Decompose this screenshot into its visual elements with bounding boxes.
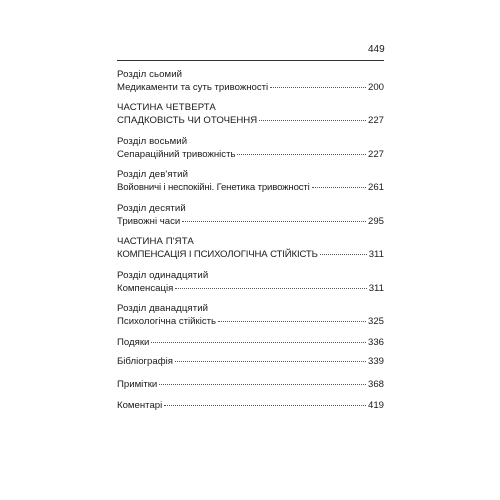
toc-title: Медикаменти та суть тривожності <box>117 82 269 93</box>
toc-title: Сепараційний тривожність <box>117 149 236 160</box>
dot-leader <box>237 154 366 155</box>
dot-leader <box>320 254 367 255</box>
dot-leader <box>270 87 366 88</box>
toc-page-ref: 227 <box>367 149 384 160</box>
toc-title: Коментарі <box>117 400 163 411</box>
toc-heading: Розділ восьмий <box>117 136 188 147</box>
toc-heading-line <box>117 302 384 315</box>
toc-title-line[interactable] <box>117 378 384 391</box>
toc-heading: ЧАСТИНА ЧЕТВЕРТА <box>117 102 216 113</box>
toc-title-line[interactable] <box>117 336 384 349</box>
toc-page-ref: 336 <box>367 337 384 348</box>
toc-title: Компенсація <box>117 283 174 294</box>
toc-entry-chapter-8 <box>117 135 384 161</box>
toc-title: Тривожні часи <box>117 216 181 227</box>
toc-page-ref: 368 <box>367 379 384 390</box>
toc-heading-line <box>117 68 384 81</box>
page-number: 449 <box>368 44 385 55</box>
toc-title-line[interactable] <box>117 148 384 161</box>
toc-title-line[interactable] <box>117 181 384 194</box>
toc-entry-chapter-10 <box>117 202 384 228</box>
toc-entry-part-5 <box>117 235 384 261</box>
toc-page-ref: 261 <box>367 182 384 193</box>
toc-heading: Розділ сьомий <box>117 69 183 80</box>
toc-entry-chapter-12 <box>117 302 384 328</box>
toc-heading: Розділ десятий <box>117 203 186 214</box>
dot-leader <box>159 384 366 385</box>
toc-title-line[interactable] <box>117 282 384 295</box>
toc-heading-line <box>117 202 384 215</box>
toc-heading: Розділ одинадцятий <box>117 270 209 281</box>
toc-heading-line <box>117 269 384 282</box>
toc-title-line[interactable] <box>117 355 384 368</box>
toc-entry-chapter-9 <box>117 168 384 194</box>
toc-heading-line <box>117 135 384 148</box>
dot-leader <box>312 187 366 188</box>
toc-title: Подяки <box>117 337 150 348</box>
toc-title: СПАДКОВІСТЬ ЧИ ОТОЧЕННЯ <box>117 115 258 126</box>
dot-leader <box>164 405 366 406</box>
toc-heading: ЧАСТИНА П'ЯТА <box>117 236 194 247</box>
toc-title-line[interactable] <box>117 248 384 261</box>
toc-entry-notes <box>117 378 384 391</box>
header-rule <box>117 60 384 61</box>
toc-title: КОМПЕНСАЦІЯ І ПСИХОЛОГІЧНА СТІЙКІСТЬ <box>117 249 318 260</box>
dot-leader <box>218 321 366 322</box>
toc-page-ref: 339 <box>367 356 384 367</box>
dot-leader <box>175 288 366 289</box>
toc-entry-acknowledgements <box>117 336 384 349</box>
toc-title: Психологічна стійкість <box>117 316 217 327</box>
dot-leader <box>259 120 366 121</box>
toc-page-ref: 311 <box>368 249 384 260</box>
dot-leader <box>175 361 366 362</box>
toc-entry-comments <box>117 399 384 412</box>
toc-entry-chapter-11 <box>117 269 384 295</box>
toc-page-ref: 311 <box>368 283 384 294</box>
toc-title-line[interactable] <box>117 315 384 328</box>
toc-heading-line <box>117 235 384 248</box>
toc-entry-chapter-7 <box>117 68 384 94</box>
toc-title: Бібліографія <box>117 356 173 367</box>
toc-heading: Розділ дев'ятий <box>117 169 189 180</box>
toc-page-ref: 419 <box>367 400 384 411</box>
toc-page-ref: 325 <box>367 316 384 327</box>
toc-page-ref: 295 <box>367 216 384 227</box>
toc-title-line[interactable] <box>117 215 384 228</box>
toc-heading-line <box>117 168 384 181</box>
toc-title-line[interactable] <box>117 399 384 412</box>
toc-page-ref: 200 <box>367 82 384 93</box>
toc-title-line[interactable] <box>117 114 384 127</box>
toc-page-ref: 227 <box>367 115 384 126</box>
toc-title: Войовничі і неспокійні. Генетика тривожності <box>117 182 310 193</box>
toc-entry-part-4 <box>117 101 384 127</box>
dot-leader <box>151 342 366 343</box>
dot-leader <box>182 221 366 222</box>
toc-heading: Розділ дванадцятий <box>117 303 209 314</box>
toc-entry-bibliography <box>117 355 384 368</box>
toc-heading-line <box>117 101 384 114</box>
toc-title-line[interactable] <box>117 81 384 94</box>
toc-title: Примітки <box>117 379 158 390</box>
